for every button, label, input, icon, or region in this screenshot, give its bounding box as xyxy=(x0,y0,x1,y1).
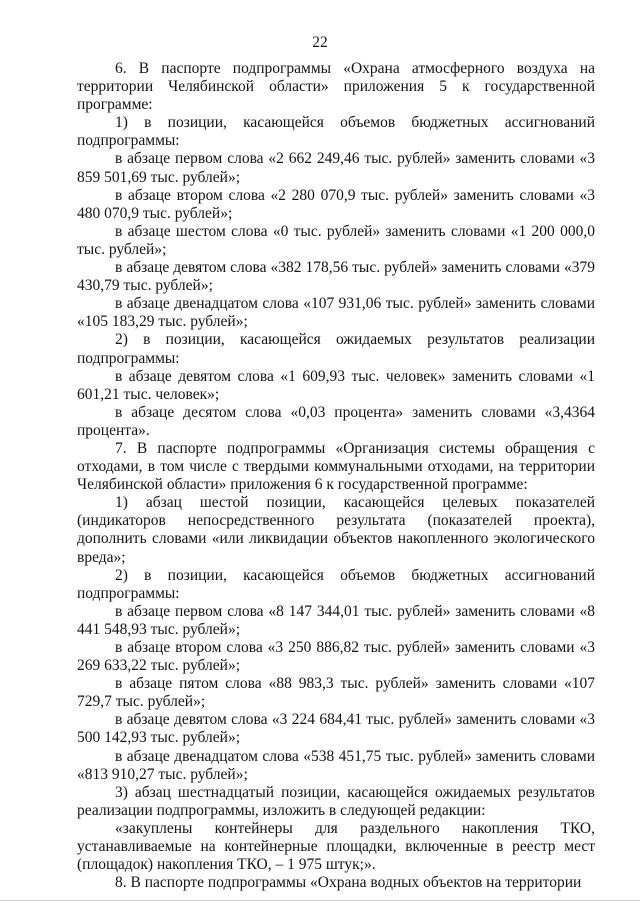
paragraph-7-2-twelfth: в абзаце двенадцатом слова «538 451,75 тыс. рублей» заменить словами «813 910,27 тыс. рублей»; xyxy=(77,747,595,783)
paragraph-7-item-2: 2) в позиции, касающейся объемов бюджетных ассигнований подпрограммы: xyxy=(77,566,595,602)
paragraph-7-2-ninth: в абзаце девятом слова «3 224 684,41 тыс. рублей» заменить словами «3 500 142,93 тыс. рублей»; xyxy=(77,711,595,747)
page-number: 22 xyxy=(312,34,328,51)
paragraph-8-heading: 8. В паспорте подпрограммы «Охрана водных объектов на территории xyxy=(115,874,582,892)
paragraph-7-2-fifth: в абзаце пятом слова «88 983,3 тыс. рублей» заменить словами «107 729,7 тыс. рублей»; xyxy=(77,675,595,711)
paragraph-6-1-twelfth: в абзаце двенадцатом слова «107 931,06 тыс. рублей» заменить словами «105 183,29 тыс. рублей»; xyxy=(77,295,595,331)
paragraph-6-2-tenth: в абзаце десятом слова «0,03 процента» заменить словами «3,4364 процента». xyxy=(77,403,595,439)
paragraph-6-heading: 6. В паспорте подпрограммы «Охрана атмосферного воздуха на территории Челябинской области» приложения 5 к государственной программе: xyxy=(77,60,595,114)
paragraph-7-3-quote: «закуплены контейнеры для раздельного накопления ТКО, устанавливаемые на контейнерные площадки, включенные в реестр мест (площадок) накопления ТКО, – 1 975 штук;». xyxy=(77,819,595,874)
paragraph-6-1-sixth: в абзаце шестом слова «0 тыс. рублей» заменить словами «1 200 000,0 тыс. рублей»; xyxy=(77,222,595,258)
paragraph-6-1-second: в абзаце втором слова «2 280 070,9 тыс. рублей» заменить словами «3 480 070,9 тыс. рублей»; xyxy=(77,186,595,222)
paragraph-7-2-first: в абзаце первом слова «8 147 344,01 тыс. рублей» заменить словами «8 441 548,93 тыс. рублей»; xyxy=(77,602,595,638)
paragraph-6-item-1: 1) в позиции, касающейся объемов бюджетных ассигнований подпрограммы: xyxy=(77,114,595,150)
page-bottom-edge xyxy=(0,900,640,901)
paragraph-7-heading: 7. В паспорте подпрограммы «Организация системы обращения с отходами, в том числе с твердыми коммунальными отходами, на территории Челябинской области» приложения 6 к государственной программе: xyxy=(77,439,595,494)
paragraph-6-2-ninth: в абзаце девятом слова «1 609,93 тыс. человек» заменить словами «1 601,21 тыс. человек»; xyxy=(77,367,595,403)
paragraph-7-2-second: в абзаце втором слова «3 250 886,82 тыс. рублей» заменить словами «3 269 633,22 тыс. рублей»; xyxy=(77,639,595,675)
paragraph-6-1-first: в абзаце первом слова «2 662 249,46 тыс. рублей» заменить словами «3 859 501,69 тыс. рублей»; xyxy=(77,150,595,186)
paragraph-7-item-3: 3) абзац шестнадцатый позиции, касающейся ожидаемых результатов реализации подпрограммы, изложить в следующей редакции: xyxy=(77,783,595,819)
document-body xyxy=(77,60,595,892)
paragraph-6-item-2: 2) в позиции, касающейся ожидаемых результатов реализации подпрограммы: xyxy=(77,331,595,367)
paragraph-7-item-1: 1) абзац шестой позиции, касающейся целевых показателей (индикаторов непосредственного результата (показателей проекта), дополнить словами «или ликвидации объектов накопленного экологического вреда»; xyxy=(77,494,595,566)
paragraph-6-1-ninth: в абзаце девятом слова «382 178,56 тыс. рублей» заменить словами «379 430,79 тыс. рублей»; xyxy=(77,259,595,295)
